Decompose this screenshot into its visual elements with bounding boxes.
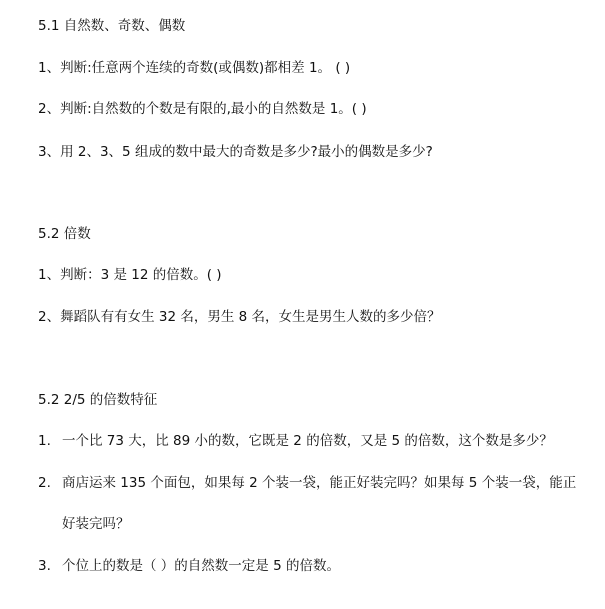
question-3-2-continuation: 好装完吗？: [62, 516, 130, 532]
question-2-2: 2、舞蹈队有有女生 32 名，男生 8 名，女生是男生人数的多少倍？: [38, 309, 441, 325]
question-number: 1.: [38, 433, 51, 449]
question-text: 个位上的数是（ ）的自然数一定是 5 的倍数。: [62, 558, 340, 574]
question-3-3: [38, 556, 340, 576]
section-heading-multiples: 5.2 倍数: [38, 226, 91, 242]
question-2-1: 1、判断：3 是 12 的倍数。( ): [38, 267, 222, 283]
question-3-1: [38, 431, 553, 451]
question-1-2: 2、判断:自然数的个数是有限的,最小的自然数是 1。( ): [38, 101, 367, 117]
question-number: 3.: [38, 558, 51, 574]
section-heading-multiples-of-2-5: 5.2 2/5 的倍数特征: [38, 392, 158, 408]
section-heading-natural-numbers: 5.1 自然数、奇数、偶数: [38, 18, 186, 34]
question-number: 2.: [38, 475, 51, 491]
question-1-3: 3、用 2、3、5 组成的数中最大的奇数是多少?最小的偶数是多少?: [38, 144, 433, 160]
question-3-2: [38, 473, 576, 493]
question-text: 一个比 73 大，比 89 小的数，它既是 2 的倍数，又是 5 的倍数，这个数是多少？: [62, 433, 553, 449]
question-text: 商店运来 135 个面包，如果每 2 个装一袋，能正好装完吗？如果每 5 个装一袋，能正: [62, 475, 577, 491]
question-1-1: 1、判断:任意两个连续的奇数(或偶数)都相差 1。 ( ): [38, 60, 351, 76]
